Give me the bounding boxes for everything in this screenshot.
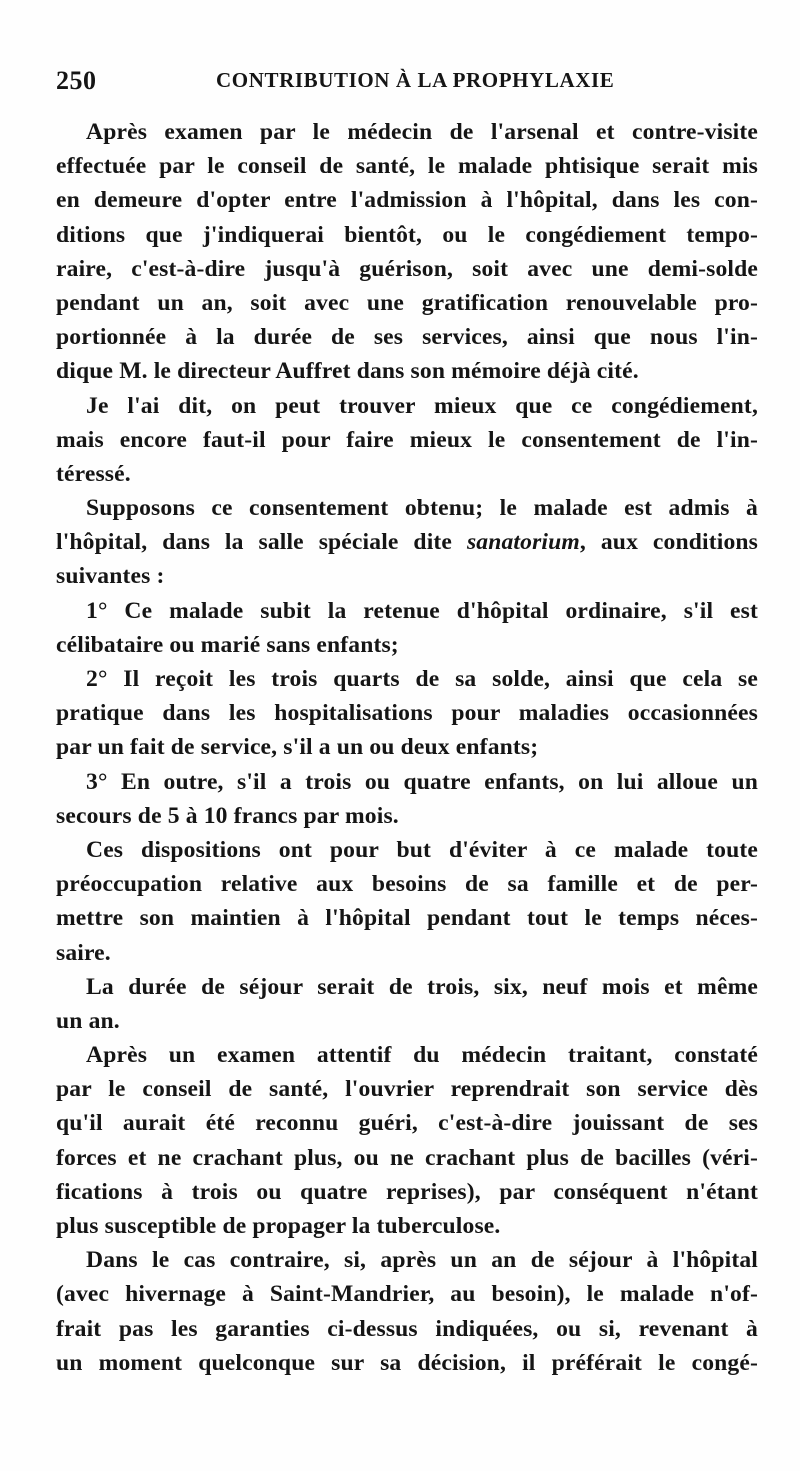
running-head: CONTRIBUTION À LA PROPHYLAXIE xyxy=(216,68,615,92)
text-line: raire, c'est-à-dire jusqu'à guérison, soit avec une demi-solde xyxy=(56,255,758,282)
text-line: en demeure d'opter entre l'admission à l'hôpital, dans les con- xyxy=(56,187,758,214)
text-line: mettre son maintien à l'hôpital pendant tout le temps néces- xyxy=(56,905,758,932)
text-line: suivantes : xyxy=(56,563,165,590)
text-line: Ces dispositions ont pour but d'éviter à ce malade toute xyxy=(86,836,758,863)
text-line: ditions que j'indiquerai bientôt, ou le congédiement tempo- xyxy=(56,221,758,248)
text-line: par le conseil de santé, l'ouvrier reprendrait son service dès xyxy=(56,1076,758,1103)
text-line: l'hôpital, dans la salle spéciale dite sanatorium, aux conditions xyxy=(56,529,758,556)
text-line: qu'il aurait été reconnu guéri, c'est-à-dire jouissant de ses xyxy=(56,1110,758,1137)
text-line: téressé. xyxy=(56,460,131,487)
text-line: Dans le cas contraire, si, après un an de séjour à l'hôpital xyxy=(86,1247,758,1274)
text-line: pratique dans les hospitalisations pour maladies occasionnées xyxy=(56,700,758,727)
text-line: Après examen par le médecin de l'arsenal et contre-visite xyxy=(86,119,758,145)
text-line: forces et ne crachant plus, ou ne crachant plus de bacilles (véri- xyxy=(56,1144,758,1171)
text-line: un moment quelconque sur sa décision, il préférait le congé- xyxy=(56,1349,758,1376)
text-line: mais encore faut-il pour faire mieux le consentement de l'in- xyxy=(56,426,758,453)
text-line: Je l'ai dit, on peut trouver mieux que ce congédiement, xyxy=(86,392,758,419)
text-line: saire. xyxy=(56,939,111,966)
text-line: fications à trois ou quatre reprises), par conséquent n'étant xyxy=(56,1178,758,1205)
text-line: 1° Ce malade subit la retenue d'hôpital ordinaire, s'il est xyxy=(86,597,758,624)
page-header xyxy=(56,66,756,106)
body-text xyxy=(56,115,758,1380)
text-line: par un fait de service, s'il a un ou deux enfants; xyxy=(56,734,539,761)
text-line: Après un examen attentif du médecin traitant, constaté xyxy=(86,1042,758,1069)
text-line: préoccupation relative aux besoins de sa famille et de per- xyxy=(56,871,758,898)
text-line: 3° En outre, s'il a trois ou quatre enfants, on lui alloue un xyxy=(86,768,758,795)
text-line: (avec hivernage à Saint-Mandrier, au besoin), le malade n'of- xyxy=(56,1281,758,1308)
italic-term: sanatorium xyxy=(466,529,580,556)
text-line: pendant un an, soit avec une gratification renouvelable pro- xyxy=(56,289,758,316)
text-line: 2° Il reçoit les trois quarts de sa solde, ainsi que cela se xyxy=(86,666,758,692)
text-line: Supposons ce consentement obtenu; le malade est admis à xyxy=(86,495,758,522)
text-line: portionnée à la durée de ses services, ainsi que nous l'in- xyxy=(56,324,758,351)
text-line: effectuée par le conseil de santé, le malade phtisique serait mis xyxy=(56,153,758,180)
text-line: dique M. le directeur Auffret dans son mémoire déjà cité. xyxy=(56,358,639,385)
text-line: frait pas les garanties ci-dessus indiquées, ou si, revenant à xyxy=(56,1315,758,1342)
page-number: 250 xyxy=(56,66,97,95)
text-line: secours de 5 à 10 francs par mois. xyxy=(56,802,399,829)
text-line: plus susceptible de propager la tuberculose. xyxy=(56,1213,501,1239)
text-line: célibataire ou marié sans enfants; xyxy=(56,631,399,658)
text-line: La durée de séjour serait de trois, six, neuf mois et même xyxy=(86,973,758,1000)
text-line: un an. xyxy=(56,1007,120,1034)
